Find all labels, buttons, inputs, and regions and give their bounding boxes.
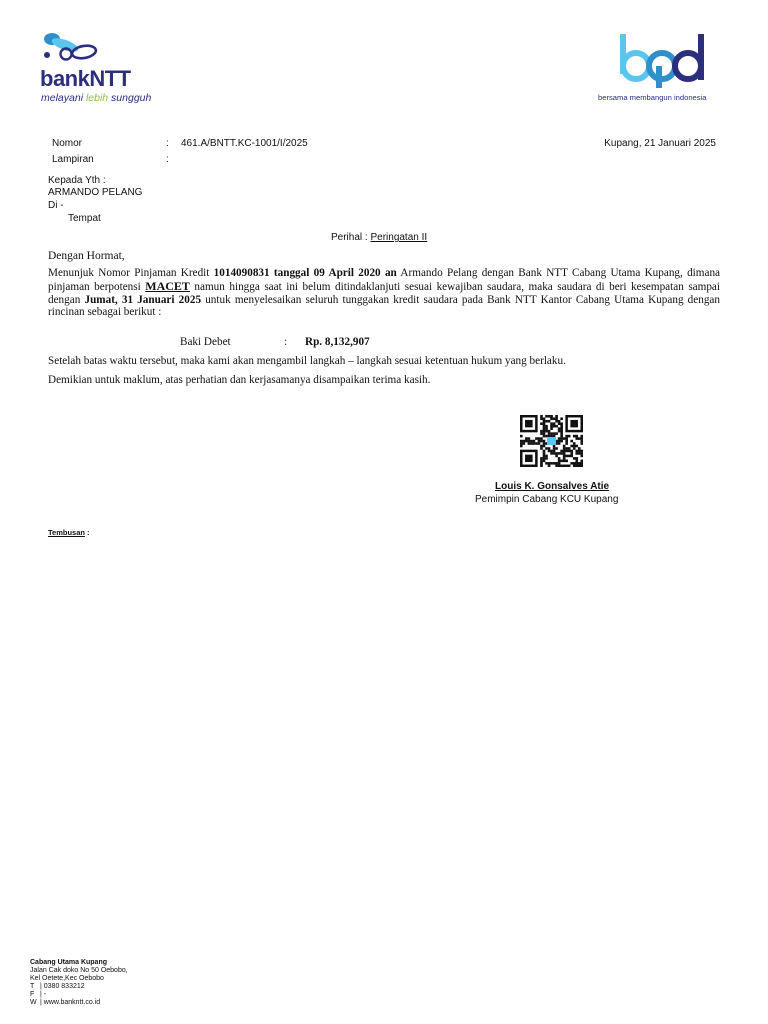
fax-label: F [30, 991, 35, 998]
subject-line [331, 232, 427, 243]
bank-ntt-tagline [41, 92, 151, 104]
lampiran-colon: : [166, 154, 169, 165]
bank-ntt-wordmark [40, 66, 131, 92]
body-text-1: Menunjuk Nomor Pinjaman Kredit [48, 267, 214, 279]
letter-number: 461.A/BNTT.KC-1001/I/2025 [181, 138, 308, 149]
footer-fax [30, 991, 46, 999]
body-text-4: untuk menyelesaikan seluruh tunggakan kredit saudara pada Bank NTT Kantor Cabang Utama Kupang dengan rincinan sebagai berikut : [48, 293, 720, 319]
website-value: | www.bankntt.co.id [40, 999, 101, 1006]
telephone-label: T [30, 983, 35, 990]
wordmark-suffix: NTT [89, 66, 131, 91]
baki-debet-amount: Rp. 8,132,907 [305, 336, 370, 348]
baki-debet-colon: : [284, 336, 288, 348]
body-paragraph [48, 267, 720, 319]
di-label: Di - [48, 200, 64, 211]
tembusan-text: Tembusan [48, 528, 85, 537]
baki-debet-label: Baki Debet [180, 336, 231, 348]
body-text-2: Armando Pelang dengan Bank NTT Cabang Utama Kupang, dimana pinjaman berpotensi [48, 267, 721, 293]
telephone-value: | 0380 833212 [40, 983, 85, 990]
tembusan-colon: : [84, 528, 90, 537]
greeting: Dengan Hormat, [48, 250, 125, 262]
footer-branch-name: Cabang Utama Kupang [30, 959, 108, 966]
signer-name: Louis K. Gonsalves Atie [495, 481, 610, 492]
footer-address-line-1: Jalan Cak doko No 50 Oebobo, [30, 967, 128, 974]
tagline-part-3: sungguh [108, 92, 152, 104]
an-label: an [384, 267, 397, 279]
signer-title: Pemimpin Cabang KCU Kupang [475, 494, 619, 505]
fax-value: | - [40, 991, 47, 998]
nomor-label: Nomor [52, 138, 83, 149]
letter-date: Kupang, 21 Januari 2025 [604, 138, 716, 149]
loan-status: MACET [145, 278, 190, 293]
tagline-highlight: lebih [85, 92, 109, 104]
qr-code-icon [520, 415, 583, 467]
loan-number: 1014090831 [213, 267, 270, 279]
footer-telephone [30, 983, 85, 991]
closing-paragraph-2: Demikian untuk maklum, atas perhatian dan kerjasamanya disampaikan terima kasih. [48, 374, 431, 386]
wordmark-prefix: bank [40, 66, 90, 91]
tanggal-label: tanggal [273, 267, 310, 279]
deadline-date: Jumat, 31 Januari 2025 [84, 293, 202, 306]
lampiran-label: Lampiran [52, 154, 94, 165]
bpd-logo-icon [616, 30, 716, 92]
addressee-label: Kepada Yth : [48, 175, 106, 186]
nomor-colon: : [166, 138, 169, 149]
closing-paragraph-1: Setelah batas waktu tersebut, maka kami akan mengambil langkah – langkah sesuai ketentuan hukum yang berlaku. [48, 355, 566, 367]
footer-address-line-2: Kel Oetete,Kec Oebobo [30, 975, 104, 982]
tagline-part-1: melayani [41, 92, 86, 104]
bpd-tagline: bersama membangun indonesia [598, 93, 707, 102]
recipient-name: ARMANDO PELANG [48, 187, 143, 198]
footer-website [30, 999, 100, 1007]
subject-value: Peringatan II [370, 232, 428, 243]
body-text-3: namun hingga saat ini belum ditindaklanjuti sesuai kewajiban saudara, maka saudara di beri kesempatan sampai dengan [48, 280, 721, 306]
subject-label: Perihal : [331, 232, 371, 243]
website-label: W [30, 999, 37, 1006]
tempat-label: Tempat [68, 213, 101, 224]
loan-date: 09 April 2020 [313, 267, 381, 279]
tembusan-label [48, 528, 90, 537]
